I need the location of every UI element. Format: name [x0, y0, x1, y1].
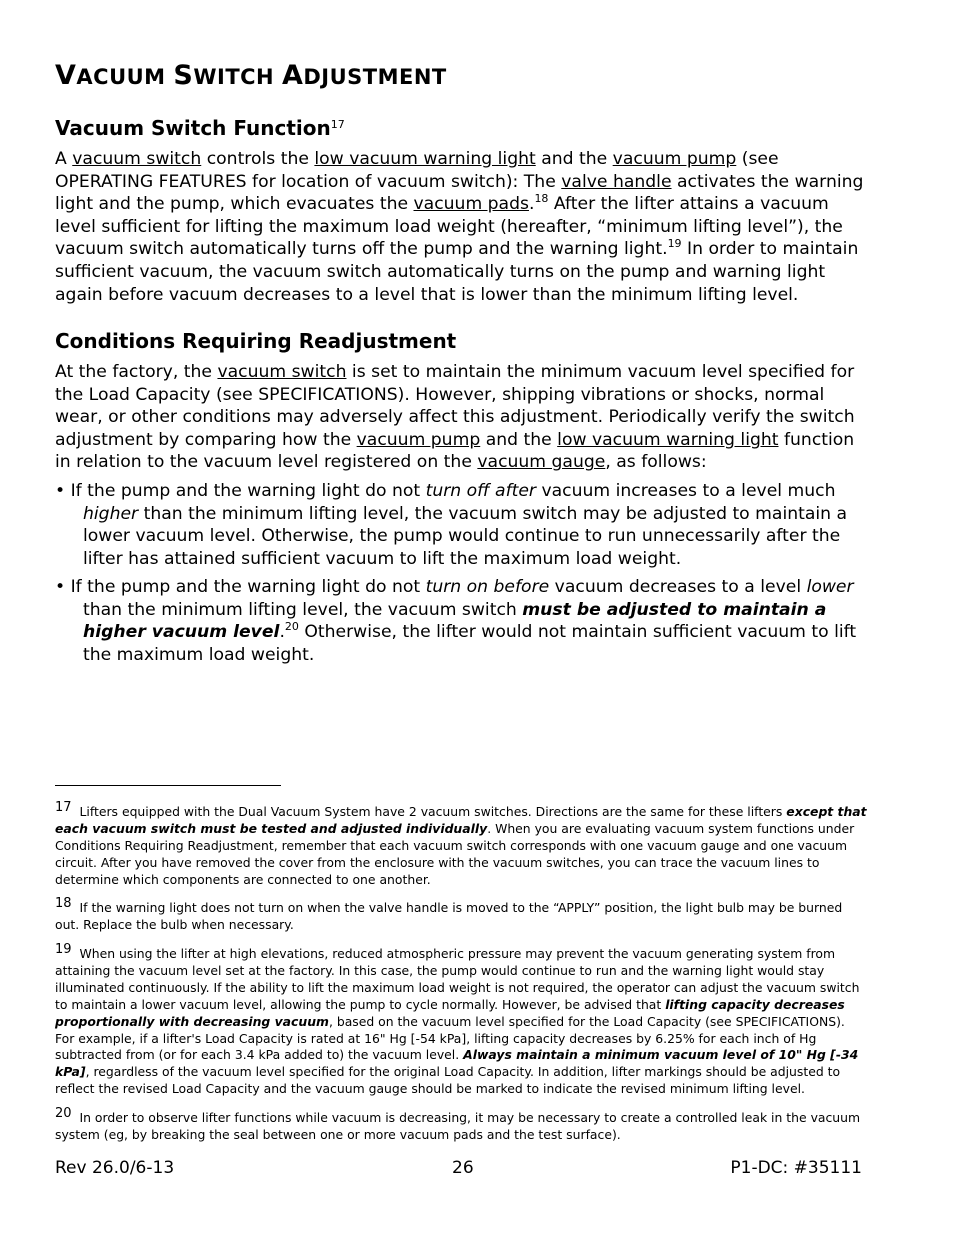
bullet-item-lower: • If the pump and the warning light do not turn on before vacuum decreases to a level lower than the minimum lifting level, the vacuum switch must be adjusted to maintain a higher vacuum level.$^{20}$ Otherwise, the lifter would not maintain sufficient vacuum to lift the maximum load weight. [55, 577, 857, 665]
bullet-item-higher: • If the pump and the warning light do not turn off after vacuum increases to a level much higher than the minimum lifting level, the vacuum switch may be adjusted to maintain a lower vacuum level. Otherwise, the pump would continue to run unnecessarily after the lifter has attained sufficient vacuum to lift the maximum load weight. [55, 481, 848, 569]
page-title: VACUUM SWITCH ADJUSTMENT [55, 60, 447, 91]
footnote-ref-19: 19 [667, 237, 682, 251]
footnote-divider [55, 785, 281, 786]
footnote-ref-18: 18 [534, 192, 549, 206]
footer-revision: Rev 26.0/6-13 [55, 1158, 175, 1178]
section-heading-function: Vacuum Switch Function$^{17}$ [55, 116, 345, 140]
footnote-17: 17 Lifters equipped with the Dual Vacuum System have 2 vacuum switches. Directions are the same for these lifters except that each vacuum switch must be tested and adjusted individually. When you are evaluating vacuum system functions under Conditions Requiring Readjustment, remember that each vacuum switch corresponds with one vacuum gauge and one vacuum circuit. After you have removed the cover from the enclosure with the vacuum switches, you can trace the vacuum lines to determine which components are connected to one another. [55, 800, 867, 887]
paragraph-readjustment: At the factory, the vacuum switch is set to maintain the minimum vacuum level specified for the Load Capacity (see SPECIFICATIONS). However, shipping vibrations or shocks, normal wear, or other conditions may adversely affect this adjustment. Periodically verify the switch adjustment by comparing how the vacuum pump and the low vacuum warning light function in relation to the vacuum level registered on the vacuum gauge, as follows: [55, 362, 855, 473]
footnote-20: 20 In order to observe lifter functions while vacuum is decreasing, it may be necessary to create a controlled leak in the vacuum system (eg, by breaking the seal between one or more vacuum pads and the test surface). [55, 1106, 861, 1142]
paragraph-function: A vacuum switch controls the low vacuum warning light and the vacuum pump (see OPERATING FEATURES for location of vacuum switch): The valve handle activates the warning light and the pump, which evacuates the vacuum pads.$^{18}$ After the lifter attains a vacuum level sufficient for lifting the maximum load weight (hereafter, “minimum lifting level”), the vacuum switch automatically turns off the pump and the warning light.$^{19}$ In order to maintain sufficient vacuum, the vacuum switch automatically turns on the pump and warning light again before vacuum decreases to a level that is lower than the minimum lifting level. [55, 149, 864, 305]
footnote-19: 19 When using the lifter at high elevations, reduced atmospheric pressure may prevent the vacuum generating system from attaining the vacuum level set at the factory. In this case, the pump would continue to run and the warning light would stay illuminated continuously. If the ability to lift the maximum load weight is not required, the operator can adjust the vacuum switch to maintain a lower vacuum level, allowing the pump to cycle normally. However, be advised that lifting capacity decreases proportionally with decreasing vacuum, based on the vacuum level specified for the Load Capacity (see SPECIFICATIONS). For example, if a lifter's Load Capacity is rated at 16" Hg [-54 kPa], lifting capacity decreases by 6.25% for each inch of Hg subtracted from (or for each 3.4 kPa added to) the vacuum level. Always maintain a minimum vacuum level of 10" Hg [-34 kPa], regardless of the vacuum level specified for the original Load Capacity. In addition, lifter markings should be adjusted to reflect the revised Load Capacity and the vacuum gauge should be marked to indicate the revised minimum lifting level. [55, 942, 860, 1097]
footnote-ref-20: 20 [284, 620, 299, 634]
footer-doc-id: P1-DC: #35111 [730, 1158, 862, 1178]
section-heading-readjustment: Conditions Requiring Readjustment [55, 329, 457, 353]
footer-page-number: 26 [452, 1158, 474, 1178]
footnote-18: 18 If the warning light does not turn on when the valve handle is moved to the “APPLY” position, the light bulb may be burned out. Replace the bulb when necessary. [55, 896, 843, 932]
